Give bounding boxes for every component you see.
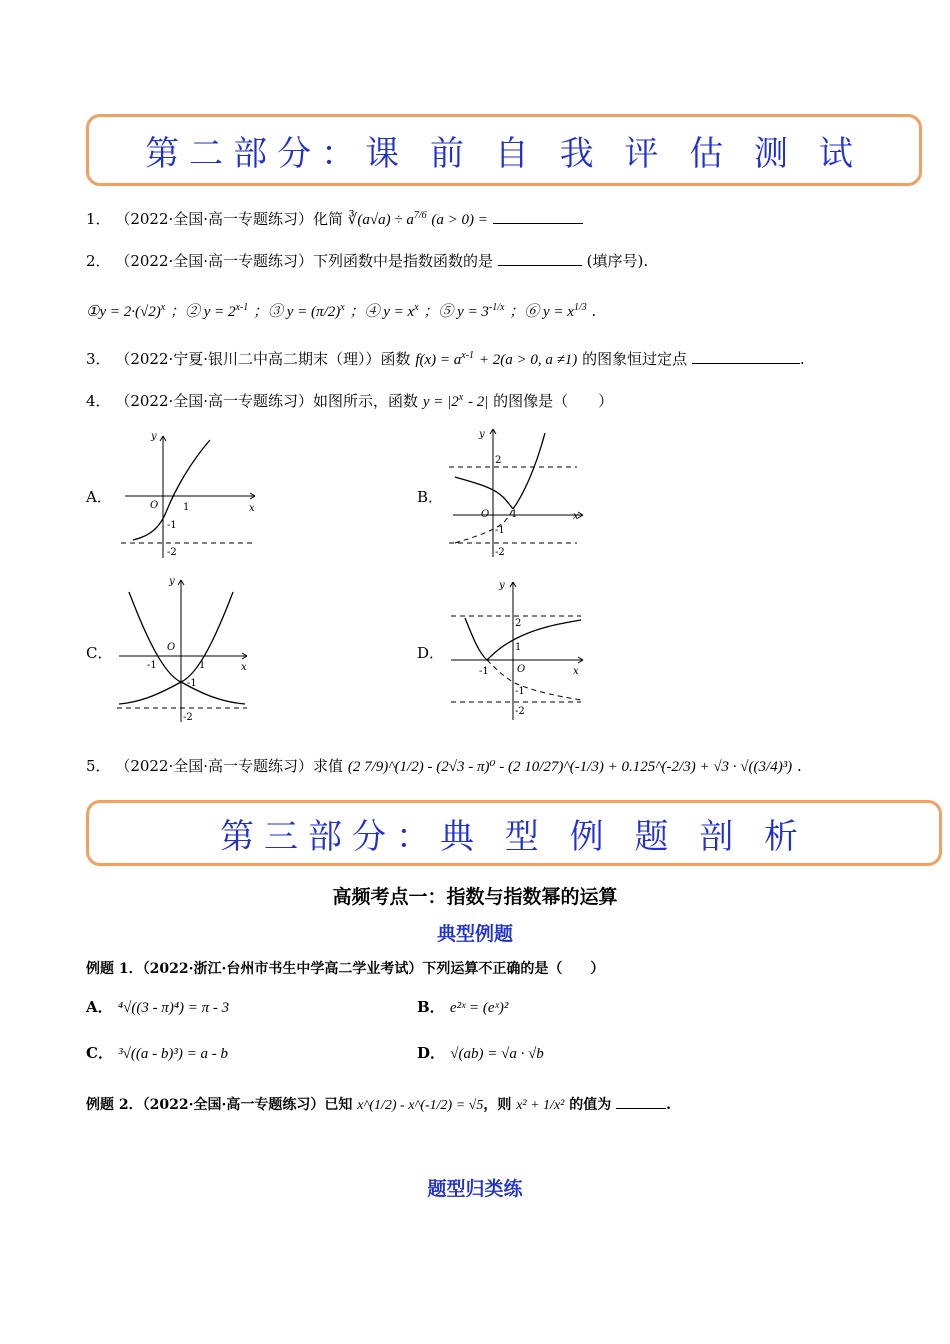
question-2-options: ①y = $2\cdot(√2)^x$ ；② $y = 2^{x-1}$ ；③ $y = (\pi/2)^x$ ；④ $y = x^x$ ；⑤ $y = 3^{-1/x}$ ；⑥ $y = x^{1/3}$ . bbox=[86, 302, 597, 320]
question-2: 2． （2022·全国·高一专题练习）下列函数中是指数函数的是 (填序号). bbox=[86, 252, 649, 270]
section-banner-part2 bbox=[86, 114, 922, 186]
ex1-option-b[interactable]: B． e²ˣ = (eˣ)² bbox=[417, 998, 509, 1016]
tick-label: -1 bbox=[167, 520, 177, 531]
question-3: 3． （2022·宁夏·银川二中高二期末（理））函数 $f(x) = a^{x-1} + 2(a > 0$, a ≠1) 的图象恒过定点 . bbox=[86, 350, 805, 368]
tick-label: -2 bbox=[183, 712, 193, 723]
option-c-label[interactable]: C． bbox=[86, 644, 113, 662]
origin-label: O bbox=[150, 500, 159, 511]
option-b-label[interactable]: B． bbox=[417, 488, 444, 506]
tick-label: -1 bbox=[479, 666, 489, 677]
option-a-label[interactable]: A． bbox=[86, 488, 112, 506]
tick-label: 1 bbox=[199, 660, 206, 671]
answer-blank[interactable] bbox=[692, 363, 800, 364]
option-d-label[interactable]: D． bbox=[417, 644, 445, 662]
tick-label: 2 bbox=[515, 618, 522, 629]
ex1-option-a[interactable]: A． ⁴√((3 - π)⁴) = π - 3 bbox=[86, 998, 230, 1016]
origin-label: O bbox=[517, 664, 526, 675]
tick-label: -2 bbox=[495, 547, 505, 558]
graph-option-a[interactable] bbox=[115, 428, 265, 560]
axis-label-y: y bbox=[479, 429, 485, 440]
tick-label: 1 bbox=[511, 509, 518, 520]
question-5: 5． （2022·全国·高一专题练习）求值 (2 7/9)^(1/2) - (2√3 - π)⁰ - (2 10/27)^(-1/3) + 0.125^(-2/3) + √3 · √((3/4)³) . bbox=[86, 757, 802, 775]
topic-heading: 高频考点一：指数与指数幂的运算 bbox=[332, 886, 618, 908]
axis-label-x: x bbox=[249, 503, 255, 514]
tick-label: -1 bbox=[515, 686, 525, 697]
section-banner-part3 bbox=[86, 800, 942, 866]
axis-label-y: y bbox=[169, 576, 175, 587]
tick-label: -1 bbox=[187, 678, 197, 689]
example-2: 例题 2．（2022·全国·高一专题练习）已知 x^(1/2) - x^(-1/2) = √5，则 x² + 1/x² 的值为 . bbox=[86, 1097, 671, 1113]
tick-label: -1 bbox=[495, 525, 505, 536]
origin-label: O bbox=[481, 509, 490, 520]
tick-label: 1 bbox=[515, 642, 522, 653]
answer-blank[interactable] bbox=[493, 223, 583, 224]
tick-label: 2 bbox=[495, 455, 502, 466]
axis-label-y: y bbox=[499, 580, 505, 591]
ex1-option-d[interactable]: D． √(ab) = √a · √b bbox=[417, 1044, 544, 1062]
axis-label-x: x bbox=[241, 662, 247, 673]
answer-blank[interactable] bbox=[498, 265, 582, 266]
practice-heading: 题型归类练 bbox=[427, 1178, 523, 1200]
graph-option-b[interactable] bbox=[445, 425, 590, 560]
tick-label: -1 bbox=[147, 660, 157, 671]
banner-title: 第三部分：典 型 例 题 剖 析 bbox=[219, 816, 809, 857]
tick-label: -2 bbox=[515, 706, 525, 717]
banner-title: 第二部分：课 前 自 我 评 估 测 试 bbox=[145, 133, 863, 174]
axis-label-y: y bbox=[151, 431, 157, 442]
tick-label: -2 bbox=[167, 547, 177, 558]
tick-label: 1 bbox=[183, 502, 190, 513]
ex1-option-c[interactable]: C． ³√((a - b)³) = a - b bbox=[86, 1044, 229, 1062]
answer-blank[interactable] bbox=[616, 1108, 666, 1109]
axis-label-x: x bbox=[573, 666, 579, 677]
axis-label-x: x bbox=[573, 511, 579, 522]
graph-option-d[interactable] bbox=[445, 578, 590, 723]
graph-option-c[interactable] bbox=[115, 574, 255, 724]
example-1-stem: 例题 1．（2022·浙江·台州市书生中学高二学业考试）下列运算不正确的是（ ） bbox=[86, 961, 605, 977]
origin-label: O bbox=[167, 642, 176, 653]
typical-examples-heading: 典型例题 bbox=[436, 923, 513, 945]
question-1: 1． （2022·全国·高一专题练习）化简 ∛(a√a) ÷ $a^{7/6}$ (a > 0) = bbox=[86, 208, 583, 229]
question-4: 4． （2022·全国·高一专题练习）如图所示，函数 $y = |2^x - 2|$ 的图像是（ ） bbox=[86, 392, 614, 410]
